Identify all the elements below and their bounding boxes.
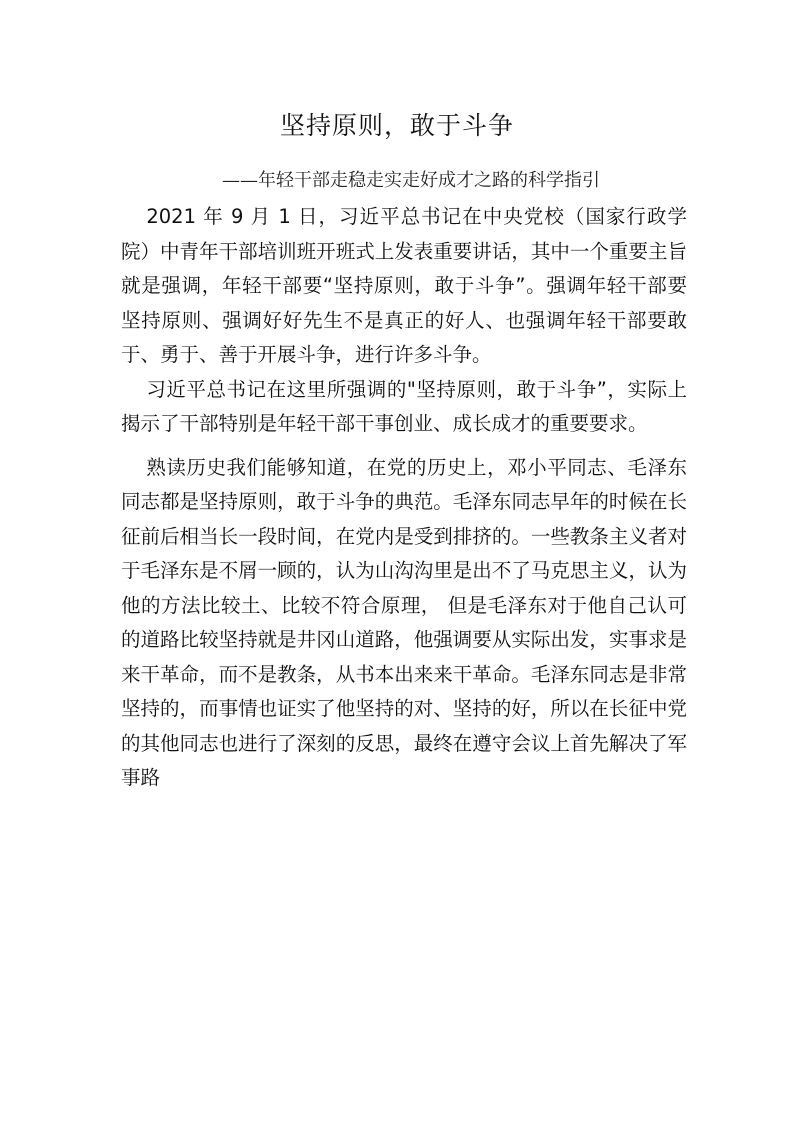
body-paragraph: 2021 年 9 月 1 日，习近平总书记在中央党校（国家行政学院）中青年干部培训班开班式上发表重要讲话，其中一个重要主旨就是强调，年轻干部要“坚持原则，敢于斗争”。强调年轻干部要坚持原则、强调好好先生不是真正的好人、也强调年轻干部要敢于、勇于、善于开展斗争，进行许多斗争。 <box>121 205 687 366</box>
body-paragraph: 习近平总书记在这里所强调的"坚持原则，敢于斗争”，实际上揭示了干部特别是年轻干部干事创业、成长成才的重要要求。 <box>121 377 687 435</box>
document-body <box>121 200 687 796</box>
document-title: 坚持原则，敢于斗争 <box>279 111 514 140</box>
document-subtitle: ——年轻干部走稳走实走好成才之路的科学指引 <box>222 170 600 191</box>
body-paragraph: 熟读历史我们能够知道，在党的历史上，邓小平同志、毛泽东同志都是坚持原则，敢于斗争的典范。毛泽东同志早年的时候在长征前后相当长一段时间，在党内是受到排挤的。一些教条主义者对于毛泽东是不屑一顾的，认为山沟沟里是出不了马克思主义，认为他的方法比较土、比较不符合原理， 但是毛泽东对于他自己认可的道路比较坚持就是井冈山道路，他强调要从实际出发，实事求是来干革命，而不是教条，从书本出来来干革命。毛泽东同志是非常坚持的，而事情也证实了他坚持的对、坚持的好，所以在长征中党的其他同志也进行了深刻的反思，最终在遵守会议上首先解决了军事路 <box>121 455 687 789</box>
